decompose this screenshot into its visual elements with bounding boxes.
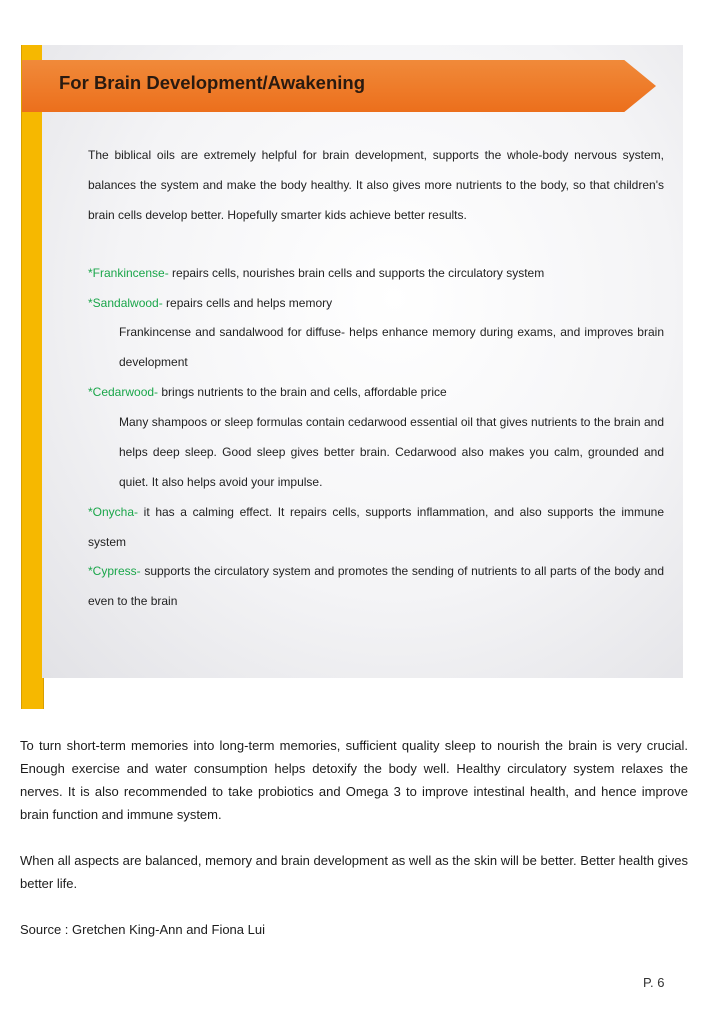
section-title: For Brain Development/Awakening xyxy=(59,72,365,93)
body-paragraph-2: When all aspects are balanced, memory and brain development as well as the skin will be better. Better health gives better life. xyxy=(20,853,688,891)
oil-name: *Sandalwood- xyxy=(88,296,163,310)
source-line: Source : Gretchen King-Ann and Fiona Lui xyxy=(20,922,265,937)
oil-name: *Cypress- xyxy=(88,564,141,578)
oil-item-cypress xyxy=(88,556,664,616)
body-paragraph-1: To turn short-term memories into long-term memories, sufficient quality sleep to nourish the brain is very crucial. Enough exercise and water consumption helps detoxify the body well. Healthy circulatory system relaxes the nerves. It is also recommended to take probiotics and Omega 3 to improve intestinal health, and hence improve brain function and immune system. xyxy=(20,738,688,822)
oil-item-onycha xyxy=(88,497,664,557)
oil-name: *Onycha- xyxy=(88,505,139,519)
intro-paragraph: The biblical oils are extremely helpful for brain development, supports the whole-body nervous system, balances the system and make the body healthy. It also gives more nutrients to the body, so that children's brain cells develop better. Hopefully smarter kids achieve better results. xyxy=(88,148,664,222)
page-number: P. 6 xyxy=(643,975,665,990)
oil-item-sandalwood xyxy=(88,288,664,318)
oil-description: it has a calming effect. It repairs cells, supports inflammation, and also supports the immune system xyxy=(88,505,664,549)
sandalwood-note: Frankincense and sandalwood for diffuse- helps enhance memory during exams, and improves brain development xyxy=(119,325,664,369)
oil-item-frankincense xyxy=(88,258,664,288)
oil-description: repairs cells and helps memory xyxy=(162,296,333,310)
oil-description: repairs cells, nourishes brain cells and supports the circulatory system xyxy=(168,266,545,280)
yellow-accent-bar xyxy=(21,45,44,709)
oil-item-cedarwood xyxy=(88,377,664,407)
oil-description: supports the circulatory system and promotes the sending of nutrients to all parts of the body and even to the brain xyxy=(88,564,664,608)
cedarwood-note: Many shampoos or sleep formulas contain cedarwood essential oil that gives nutrients to the brain and helps deep sleep. Good sleep gives better brain. Cedarwood also makes you calm, grounded and quiet. It also helps avoid your impulse. xyxy=(119,415,664,489)
oil-name: *Frankincense- xyxy=(88,266,169,280)
oil-name: *Cedarwood- xyxy=(88,385,159,399)
oil-description: brings nutrients to the brain and cells, affordable price xyxy=(158,385,447,399)
